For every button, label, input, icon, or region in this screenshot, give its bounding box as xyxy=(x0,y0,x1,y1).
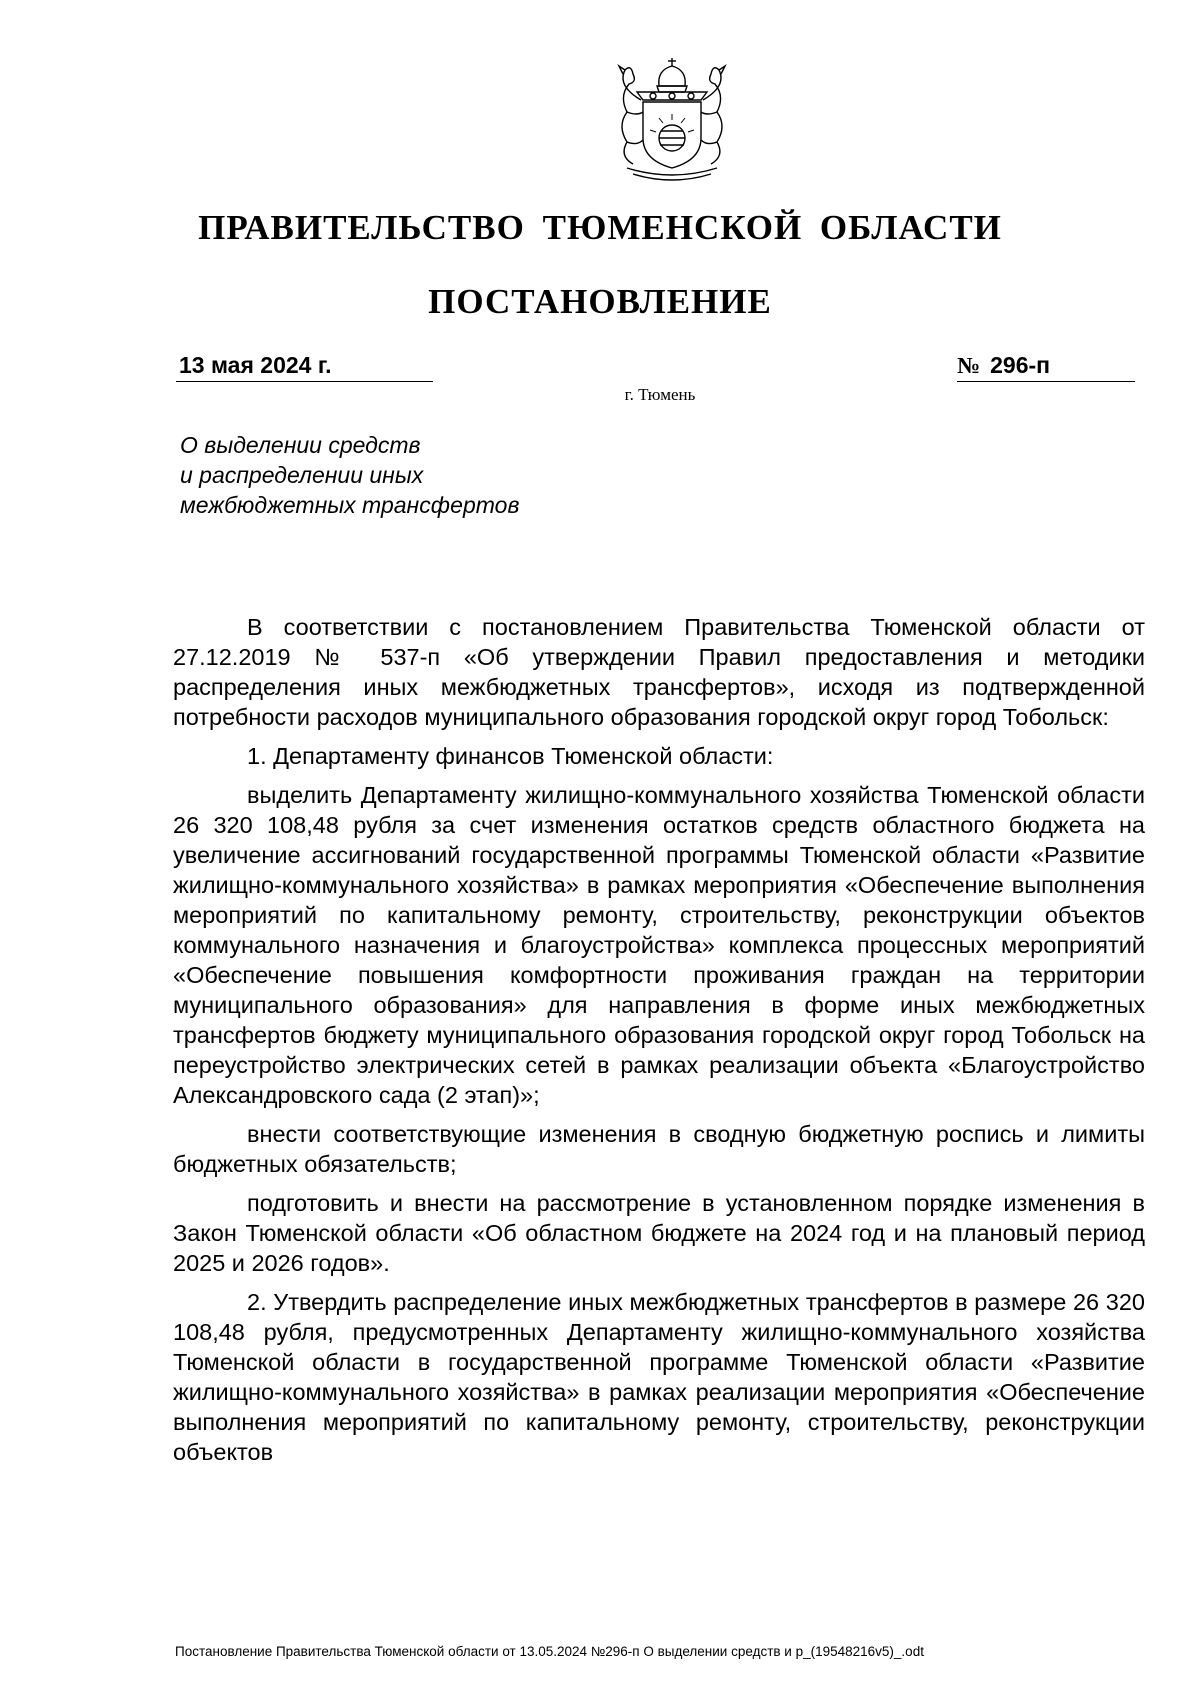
city: г. Тюмень xyxy=(624,385,696,404)
paragraph-allocate: выделить Департаменту жилищно-коммунального хозяйства Тюменской области 26 320 108,48 рубля за счет изменения остатков средств областного бюджета на увеличение ассигнований государственной программы Тюменской области «Развитие жилищно-коммунального хозяйства» в рамках мероприятия «Обеспечение выполнения мероприятий по капитальному ремонту, строительству, реконструкции объектов коммунального назначения и благоустройства» комплекса процессных мероприятий «Обеспечение повышения комфортности проживания граждан на территории муниципального образования» для направления в форме иных межбюджетных трансфертов бюджету муниципального образования городской округ город Тобольск на переустройство электрических сетей в рамках реализации объекта «Благоустройство Александровского сада (2 этап)»; xyxy=(173,782,1145,1108)
paragraph-item-1: 1. Департаменту финансов Тюменской области: xyxy=(247,743,774,769)
paragraph-prepare-law: подготовить и внести на рассмотрение в установленном порядке изменения в Закон Тюменской области «Об областном бюджете на 2024 год и на плановый период 2025 и 2026 годов». xyxy=(173,1190,1145,1276)
coat-of-arms-icon xyxy=(597,56,747,186)
subject-line: О выделении средств xyxy=(180,432,421,458)
document-date: 13 мая 2024 г. xyxy=(176,352,433,382)
document-number xyxy=(957,352,1135,382)
subject-line: межбюджетных трансфертов xyxy=(180,492,520,518)
paragraph-preamble: В соответствии с постановлением Правительства Тюменской области от 27.12.2019 № 537-п «Об утверждении Правил предоставления и методики распределения иных межбюджетных трансфертов», исходя из подтвержденной потребности расходов муниципального образования городской округ город Тобольск: xyxy=(173,614,1145,730)
document-subject xyxy=(180,430,519,520)
number-value: 296-п xyxy=(990,352,1051,378)
page-footer: Постановление Правительства Тюменской области от 13.05.2024 №296-п О выделении средств и р_(19548216v5)_.odt xyxy=(175,1644,924,1659)
number-sign: № xyxy=(957,353,981,378)
document-type: ПОСТАНОВЛЕНИЕ xyxy=(428,282,772,321)
government-title: ПРАВИТЕЛЬСТВО ТЮМЕНСКОЙ ОБЛАСТИ xyxy=(198,208,1002,247)
subject-line: и распределении иных xyxy=(180,462,424,488)
paragraph-item-2: 2. Утвердить распределение иных межбюджетных трансфертов в размере 26 320 108,48 рубля, предусмотренных Департаменту жилищно-коммунального хозяйства Тюменской области в государственной программе Тюменской области «Развитие жилищно-коммунального хозяйства» в рамках реализации мероприятия «Обеспечение выполнения мероприятий по капитальному ремонту, строительству, реконструкции объектов xyxy=(173,1289,1145,1465)
paragraph-amend-budget: внести соответствующие изменения в сводную бюджетную роспись и лимиты бюджетных обязательств; xyxy=(173,1121,1145,1177)
document-body xyxy=(173,612,1145,1476)
